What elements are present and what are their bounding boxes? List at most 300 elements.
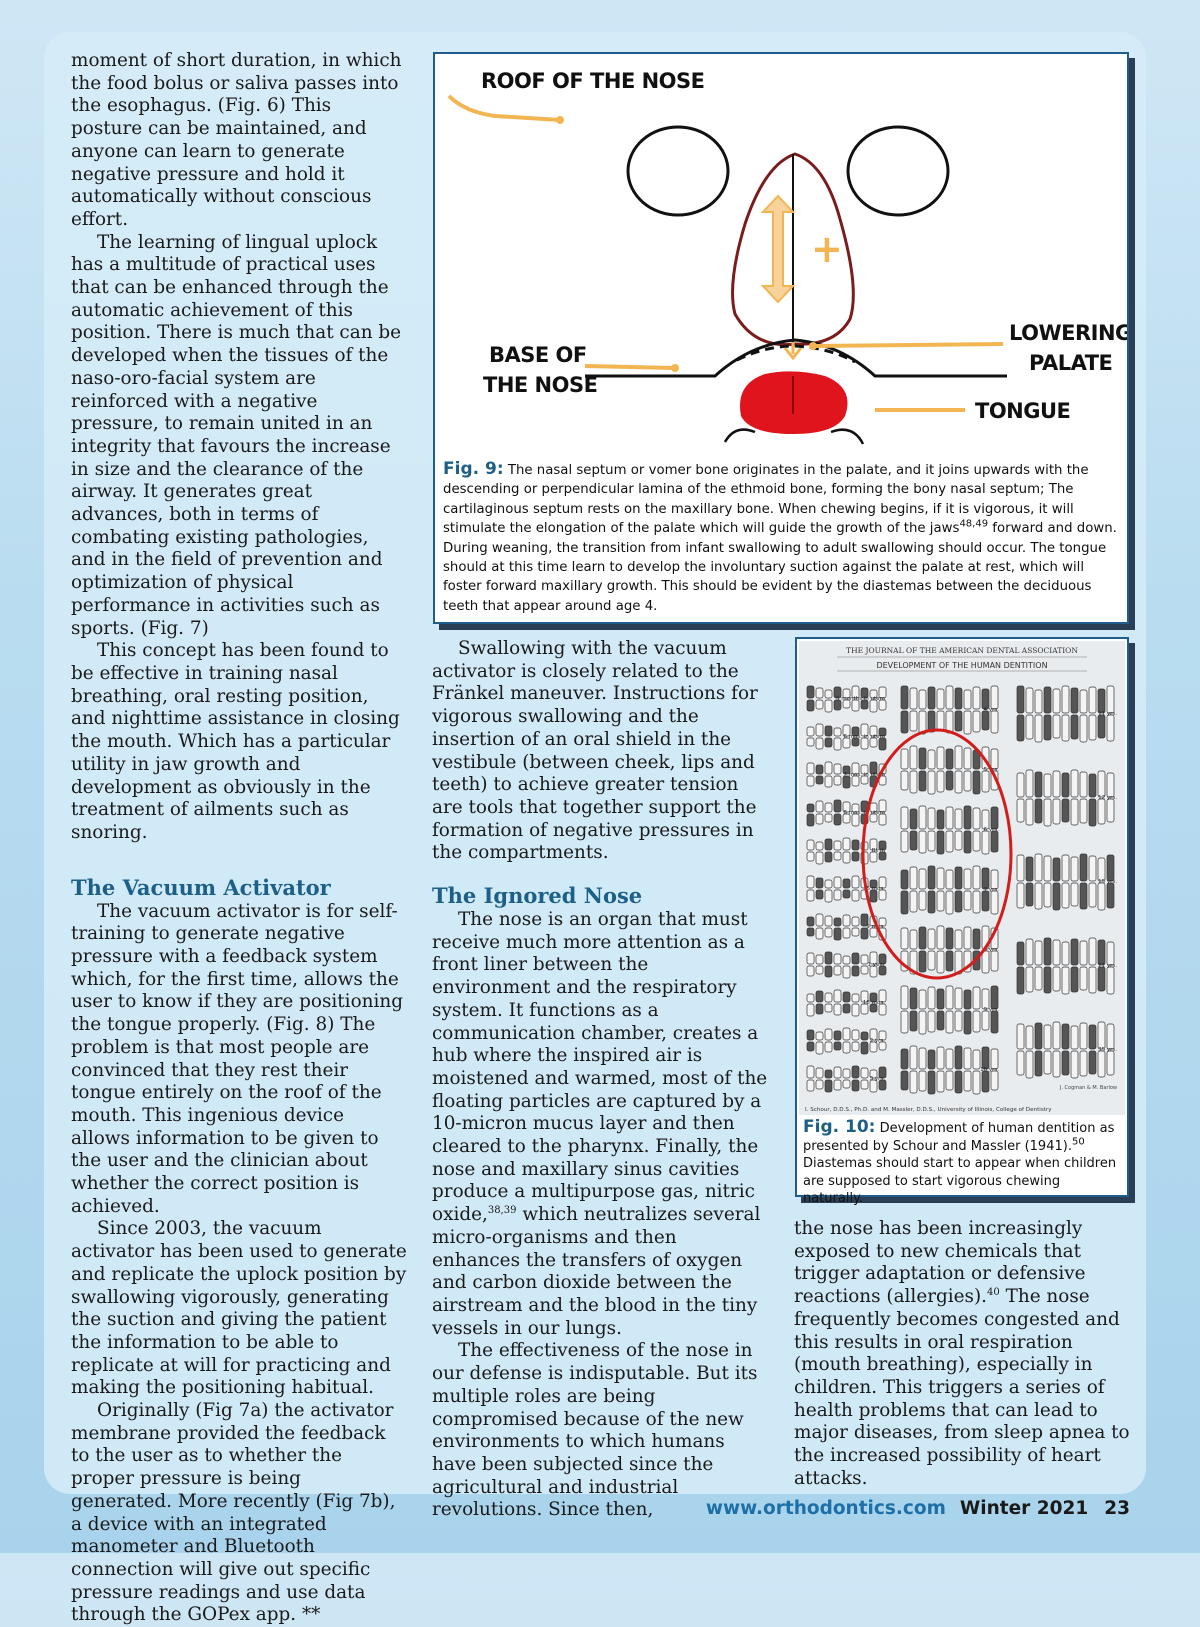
issue-label: Winter 2021	[959, 1498, 1089, 1519]
tooth-sketch	[1044, 715, 1051, 740]
tooth-sketch	[946, 986, 953, 1009]
tooth-sketch	[1053, 689, 1060, 713]
age-label: 1 year	[867, 962, 885, 968]
tooth-sketch	[1107, 773, 1114, 797]
tooth-sketch	[852, 876, 859, 888]
tooth-sketch	[1035, 1023, 1042, 1049]
tooth-sketch	[1098, 1022, 1105, 1049]
tooth-sketch	[1071, 770, 1078, 797]
tooth-sketch	[1035, 883, 1042, 909]
tooth-sketch	[1035, 799, 1042, 823]
tooth-sketch	[1089, 883, 1096, 907]
tooth-sketch	[843, 852, 850, 863]
tooth-sketch	[852, 1080, 859, 1091]
tooth-sketch	[1017, 967, 1024, 994]
tooth-sketch	[834, 852, 841, 860]
age-label: 15 yrs.	[1098, 879, 1117, 885]
tooth-sketch	[919, 951, 926, 972]
tooth-sketch	[919, 927, 926, 949]
figure-9-caption	[443, 460, 1119, 616]
age-label: 5 yrs.	[983, 767, 999, 773]
tooth-sketch	[1071, 715, 1078, 739]
journal-title: THE JOURNAL OF THE AMERICAN DENTAL ASSOCIATION	[846, 646, 1078, 655]
pointer-line	[449, 96, 560, 120]
tooth-sketch	[991, 1011, 998, 1033]
tooth-sketch	[955, 688, 962, 709]
paragraph: moment of short duration, in which the food bolus or saliva passes into the esophagus. (Fig. 6) This posture can be maintained, and anyone can learn to generate negative pressure and hold it automatically without conscious effort.	[71, 50, 402, 230]
tooth-sketch	[928, 687, 935, 709]
tooth-sketch	[825, 803, 832, 812]
tooth-sketch	[937, 926, 944, 949]
tooth-sketch	[946, 1071, 953, 1090]
paragraph: The learning of lingual uplock has a multitude of practical uses that can be enhanced through the automatic achievement of this position. There is much that can be developed when the tissues of the naso-oro-facial system are reinforced with a negative pressure, to remain united in an integrity that favours the increase in size and the clearance of the airway. It generates great advances, both in terms of combating existing pathologies, and in the field of prevention and optimization of physical performance in activities such as sports. (Fig. 7)	[71, 231, 402, 639]
tooth-sketch	[807, 953, 814, 964]
citation: 48,49	[959, 518, 989, 530]
plus-sign-icon: +	[811, 227, 843, 271]
tooth-sketch	[910, 1071, 917, 1093]
tooth-sketch	[1107, 1024, 1114, 1049]
tooth-sketch	[946, 807, 953, 829]
paragraph-text: The nose frequently becomes congested and this results in oral respiration (mouth breathing), especially in children. This triggers a series of health problems that can lead to major diseases, from sleep apnea to the increased possibility of heart attacks.	[794, 1286, 1130, 1489]
age-label: 10 yrs.	[980, 1067, 999, 1073]
tooth-sketch	[807, 1042, 814, 1051]
tooth-sketch	[946, 891, 953, 914]
tooth-sketch	[982, 771, 989, 792]
tooth-sketch	[807, 1080, 814, 1091]
tooth-sketch	[816, 1042, 823, 1054]
tooth-sketch	[1080, 1051, 1087, 1076]
tooth-sketch	[1017, 1051, 1024, 1075]
tooth-sketch	[807, 686, 814, 698]
paragraph	[432, 909, 768, 1340]
tooth-sketch	[955, 831, 962, 850]
tooth-sketch	[861, 1080, 868, 1089]
pointer-line	[813, 344, 1003, 346]
tooth-sketch	[937, 831, 944, 854]
tooth-sketch	[1053, 1022, 1060, 1049]
tooth-sketch	[901, 1049, 908, 1069]
tooth-sketch	[1089, 938, 1096, 965]
tooth-sketch	[843, 1042, 850, 1053]
age-label: 8 yrs.	[983, 947, 999, 953]
tooth-sketch	[1062, 1024, 1069, 1049]
tooth-sketch	[982, 711, 989, 730]
tooth-sketch	[919, 1011, 926, 1034]
tooth-sketch	[807, 727, 814, 736]
tooth-sketch	[928, 866, 935, 889]
tooth-sketch	[816, 688, 823, 698]
tooth-sketch	[1053, 883, 1060, 910]
tooth-sketch	[1062, 715, 1069, 741]
tooth-sketch	[1071, 1051, 1078, 1078]
tooth-sketch	[928, 891, 935, 913]
tooth-sketch	[937, 771, 944, 792]
pointer-line	[585, 366, 675, 368]
tooth-sketch	[991, 749, 998, 769]
age-label: 4 yrs.	[983, 707, 999, 713]
tooth-sketch	[1017, 883, 1024, 908]
tooth-sketch	[919, 1071, 926, 1091]
section-heading-vacuum-activator: The Vacuum Activator	[71, 874, 331, 900]
tooth-sketch	[843, 992, 850, 1002]
tooth-sketch	[843, 879, 850, 888]
tooth-sketch	[1017, 1024, 1024, 1049]
tooth-sketch	[964, 690, 971, 709]
tooth-sketch	[1017, 855, 1024, 881]
tooth-sketch	[973, 1011, 980, 1032]
tooth-sketch	[807, 852, 814, 861]
paragraph-text: which neutralizes several micro-organisms and then enhances the transfers of oxygen and carbon dioxide between the airstream and the blood in the tiny vessels in our lungs.	[432, 1204, 761, 1339]
tooth-sketch	[901, 1071, 908, 1090]
tooth-sketch	[1053, 715, 1060, 738]
figure-10-caption	[803, 1119, 1121, 1208]
tooth-sketch	[825, 762, 832, 774]
age-label: 35 yrs.	[1098, 1047, 1117, 1053]
tooth-sketch	[825, 700, 832, 712]
label-roof-of-nose: ROOF OF THE NOSE	[481, 69, 705, 93]
tooth-sketch	[964, 771, 971, 791]
age-label: 3 yrs.	[869, 1076, 885, 1082]
tooth-sketch	[825, 993, 832, 1002]
tooth-sketch	[1026, 1051, 1033, 1078]
tooth-sketch	[973, 987, 980, 1009]
tooth-sketch	[955, 746, 962, 769]
tooth-sketch	[964, 927, 971, 949]
double-arrow-icon	[763, 196, 793, 302]
tooth-sketch	[807, 840, 814, 850]
tooth-sketch	[816, 966, 823, 974]
tooth-sketch	[807, 738, 814, 746]
tooth-sketch	[807, 966, 814, 976]
tooth-sketch	[1026, 799, 1033, 825]
tooth-sketch	[1089, 1025, 1096, 1049]
age-label: 6 mos. in utero	[843, 734, 885, 740]
figure-10	[795, 637, 1129, 1206]
tooth-sketch	[1107, 967, 1114, 994]
tooth-sketch	[1098, 883, 1105, 910]
tooth-sketch	[982, 1011, 989, 1030]
tooth-sketch	[1026, 857, 1033, 881]
tooth-sketch	[825, 1080, 832, 1092]
tooth-sketch	[991, 1049, 998, 1069]
tooth-sketch	[834, 728, 841, 736]
tooth-sketch	[861, 1032, 868, 1040]
tooth-sketch	[964, 711, 971, 734]
label-base-of-nose-1: BASE OF	[489, 343, 587, 367]
paragraph: The effectiveness of the nose in our defense is indisputable. But its multiple roles are being compromised because of the new environments to which humans have been subjected since the agricultural and industrial revolutions. Since then,	[432, 1340, 758, 1521]
tooth-sketch	[910, 711, 917, 731]
tooth-sketch	[1017, 773, 1024, 797]
age-label: 11 yrs.	[1098, 711, 1117, 717]
tooth-sketch	[928, 831, 935, 851]
tooth-sketch	[991, 711, 998, 733]
tooth-sketch	[1080, 967, 1087, 990]
tooth-sketch	[1035, 1051, 1042, 1076]
tooth-sketch	[964, 831, 971, 853]
tooth-sketch	[825, 776, 832, 787]
citation: 50	[1071, 1136, 1085, 1148]
tooth-sketch	[1053, 799, 1060, 824]
tooth-sketch	[973, 711, 980, 732]
tooth-sketch	[973, 1050, 980, 1069]
website-link[interactable]: www.orthodontics.com	[705, 1498, 946, 1519]
tooth-sketch	[816, 814, 823, 824]
tooth-sketch	[946, 951, 953, 971]
tooth-sketch	[1053, 771, 1060, 797]
tooth-sketch	[816, 852, 823, 864]
tooth-sketch	[946, 749, 953, 769]
tooth-sketch	[1080, 854, 1087, 881]
tooth-sketch	[955, 1046, 962, 1069]
age-label: 6 yrs.	[983, 827, 999, 833]
age-label: 5 months in utero	[835, 696, 885, 702]
tooth-sketch	[834, 890, 841, 900]
chart-credit: I. Schour, D.D.S., Ph.D. and M. Massler, D.D.S., University of Illinois, College of Dentistry	[805, 1107, 1052, 1113]
tooth-sketch	[825, 726, 832, 736]
tooth-sketch	[1044, 1025, 1051, 1049]
tooth-sketch	[901, 711, 908, 733]
pointer-dot	[671, 364, 679, 372]
label-tongue: TONGUE	[975, 399, 1071, 423]
tooth-sketch	[861, 1042, 868, 1054]
tooth-sketch	[919, 748, 926, 769]
age-label: 9 mos.	[866, 924, 885, 930]
tooth-sketch	[973, 831, 980, 851]
tooth-sketch	[973, 1071, 980, 1094]
tooth-sketch	[1062, 855, 1069, 881]
tooth-sketch	[1098, 1051, 1105, 1077]
tooth-sketch	[937, 951, 944, 973]
paragraph: Originally (Fig 7a) the activator membrane provided the feedback to the user as to whether the proper pressure is being generated. More recently (Fig 7b), a device with an integrated manometer and Bluetooth connection will give out specific pressure readings and use data through the GOPex app. **	[71, 1400, 396, 1626]
tooth-sketch	[1071, 688, 1078, 713]
chart-signature: J. Cogman & M. Barlow	[1059, 1085, 1117, 1091]
tooth-sketch	[928, 771, 935, 794]
tooth-sketch	[928, 929, 935, 949]
tooth-sketch	[910, 930, 917, 949]
tooth-sketch	[834, 1080, 841, 1090]
tooth-sketch	[843, 1004, 850, 1013]
tooth-sketch	[1080, 1023, 1087, 1049]
tooth-sketch	[825, 928, 832, 937]
tooth-sketch	[843, 915, 850, 926]
tooth-sketch	[843, 838, 850, 850]
tooth-sketch	[901, 1011, 908, 1033]
tooth-sketch	[937, 1071, 944, 1092]
tooth-sketch	[991, 891, 998, 914]
tooth-sketch	[1107, 799, 1114, 822]
caption-text: Development of human dentition as presented by Schour and Massler (1941).	[803, 1121, 1115, 1154]
tooth-sketch	[955, 809, 962, 829]
tooth-sketch	[861, 1068, 868, 1078]
tooth-sketch	[919, 1048, 926, 1069]
tooth-sketch	[834, 990, 841, 1002]
tooth-sketch	[946, 1049, 953, 1069]
tooth-sketch	[825, 738, 832, 747]
tooth-sketch	[825, 1029, 832, 1040]
tooth-sketch	[910, 809, 917, 829]
tooth-sketch	[964, 1011, 971, 1034]
age-label: Birth	[871, 848, 885, 854]
tooth-sketch	[1044, 799, 1051, 826]
age-label: 7 mos. in utero	[843, 772, 885, 778]
tooth-sketch	[982, 689, 989, 709]
tooth-sketch	[816, 700, 823, 709]
citation: 40	[987, 1286, 1000, 1298]
tooth-sketch	[1089, 687, 1096, 713]
tooth-sketch	[852, 1004, 859, 1016]
tooth-sketch	[807, 994, 814, 1002]
tooth-sketch	[1107, 855, 1114, 881]
figure-9	[433, 52, 1129, 624]
tooth-sketch	[973, 771, 980, 794]
tooth-sketch	[964, 806, 971, 829]
tooth-sketch	[991, 831, 998, 852]
tooth-sketch	[1080, 715, 1087, 742]
tooth-sketch	[910, 746, 917, 769]
page-number: 23	[1104, 1498, 1130, 1519]
tooth-sketch	[946, 831, 953, 852]
tooth-sketch	[919, 831, 926, 853]
tooth-sketch	[825, 852, 832, 862]
tooth-sketch	[901, 928, 908, 949]
figure-9-label: Fig. 9:	[443, 459, 504, 479]
tooth-sketch	[1062, 773, 1069, 797]
pointer-dot	[556, 116, 564, 124]
tooth-sketch	[1026, 939, 1033, 965]
tooth-sketch	[807, 876, 814, 888]
tooth-sketch	[955, 988, 962, 1009]
nose-diagram	[435, 54, 1127, 454]
tooth-sketch	[834, 800, 841, 812]
tooth-sketch	[955, 891, 962, 912]
tooth-sketch	[928, 1071, 935, 1094]
tooth-sketch	[843, 928, 850, 938]
tooth-sketch	[946, 1011, 953, 1033]
tooth-sketch	[834, 1067, 841, 1078]
tooth-sketch	[1026, 883, 1033, 906]
tooth-sketch	[946, 928, 953, 949]
tooth-sketch	[937, 891, 944, 911]
tooth-sketch	[910, 771, 917, 793]
tooth-sketch	[1098, 799, 1105, 824]
tooth-sketch	[843, 956, 850, 964]
tooth-sketch	[816, 776, 823, 784]
section-heading-ignored-nose: The Ignored Nose	[432, 883, 643, 909]
tooth-sketch	[816, 1068, 823, 1078]
tooth-sketch	[1035, 772, 1042, 797]
tooth-sketch	[1089, 774, 1096, 797]
tooth-sketch	[816, 724, 823, 736]
tooth-sketch	[1071, 1026, 1078, 1049]
tooth-sketch	[852, 994, 859, 1002]
tooth-sketch	[991, 951, 998, 971]
tooth-sketch	[1107, 1051, 1114, 1075]
tooth-sketch	[982, 891, 989, 911]
tooth-sketch	[1035, 941, 1042, 965]
tooth-sketch	[910, 688, 917, 709]
tooth-sketch	[1035, 854, 1042, 881]
chart-title: DEVELOPMENT OF THE HUMAN DENTITION	[876, 661, 1048, 670]
tooth-sketch	[1098, 858, 1105, 881]
tooth-sketch	[973, 929, 980, 949]
tooth-sketch	[937, 989, 944, 1009]
age-label: 8 mos. in utero	[843, 810, 885, 816]
tooth-sketch	[807, 814, 814, 826]
paragraph: Swallowing with the vacuum activator is closely related to the Fränkel maneuver. Instructions for vigorous swallowing and the insertion of an oral shield in the vestibule (between cheek, lips and teeth) to achieve greater tension are tools that together support the formation of negative pressures in the compartments.	[432, 638, 758, 864]
tooth-sketch	[973, 808, 980, 829]
tooth-sketch	[1026, 1026, 1033, 1049]
tooth-sketch	[901, 870, 908, 889]
tooth-sketch	[1035, 967, 1042, 990]
tooth-sketch	[816, 1080, 823, 1089]
tooth-sketch	[955, 1011, 962, 1031]
tooth-sketch	[834, 954, 841, 964]
tooth-sketch	[1080, 883, 1087, 909]
tooth-sketch	[816, 878, 823, 888]
tooth-sketch	[1062, 967, 1069, 994]
tooth-sketch	[1035, 690, 1042, 713]
tooth-sketch	[1017, 715, 1024, 741]
tooth-sketch	[1089, 715, 1096, 740]
left-eye-circle	[628, 127, 728, 215]
tooth-sketch	[834, 814, 841, 825]
column-1	[71, 50, 407, 1627]
tooth-sketch	[852, 1030, 859, 1040]
tooth-sketch	[910, 988, 917, 1009]
tooth-sketch	[843, 966, 850, 978]
tooth-sketch	[1026, 688, 1033, 713]
tooth-sketch	[1089, 1051, 1096, 1074]
right-eye-circle	[848, 127, 948, 215]
tooth-sketch	[991, 686, 998, 709]
tooth-sketch	[834, 776, 841, 785]
tooth-sketch	[825, 1070, 832, 1078]
age-label: 21 yrs.	[1098, 963, 1117, 969]
age-label: 7 yrs.	[983, 887, 999, 893]
column-3	[794, 1218, 1130, 1490]
caption-text: The nasal septum or vomer bone originates in the palate, and it joins upwards with the descending or perpendicular lamina of the ethmoid bone, forming the bony nasal septum; The cartilaginous septum rests on the maxillary bone. When chewing begins, if it is vigorous, it will stimulate the elongation of the palate which will guide the growth of the jaws	[443, 463, 1089, 537]
tooth-sketch	[852, 890, 859, 901]
tooth-sketch	[816, 738, 823, 749]
tooth-sketch	[901, 771, 908, 790]
tooth-sketch	[1098, 689, 1105, 713]
tooth-sketch	[1089, 799, 1096, 826]
tooth-sketch	[1080, 690, 1087, 713]
tooth-sketch	[807, 917, 814, 926]
tooth-sketch	[834, 928, 841, 940]
tooth-sketch	[901, 749, 908, 769]
tooth-sketch	[852, 1066, 859, 1078]
tooth-sketch	[1053, 940, 1060, 965]
paragraph-text: the nose has been increasingly exposed to new chemicals that trigger adaptation or defensive reactions (allergies).	[794, 1218, 1086, 1308]
tooth-sketch	[973, 866, 980, 889]
tooth-sketch	[1071, 967, 1078, 992]
age-label: 12 yrs.	[1098, 795, 1117, 801]
tooth-sketch	[816, 991, 823, 1002]
tooth-sketch	[1107, 942, 1114, 965]
tooth-sketch	[825, 890, 832, 902]
tooth-sketch	[825, 880, 832, 888]
tooth-sketch	[807, 1030, 814, 1040]
tooth-sketch	[807, 928, 814, 936]
tooth-sketch	[834, 841, 841, 850]
tooth-sketch	[825, 966, 832, 977]
page-footer	[706, 1498, 1130, 1519]
tooth-sketch	[816, 1004, 823, 1014]
tooth-sketch	[928, 1050, 935, 1069]
tooth-sketch	[816, 765, 823, 774]
age-label: 18 mos.	[862, 1000, 885, 1006]
